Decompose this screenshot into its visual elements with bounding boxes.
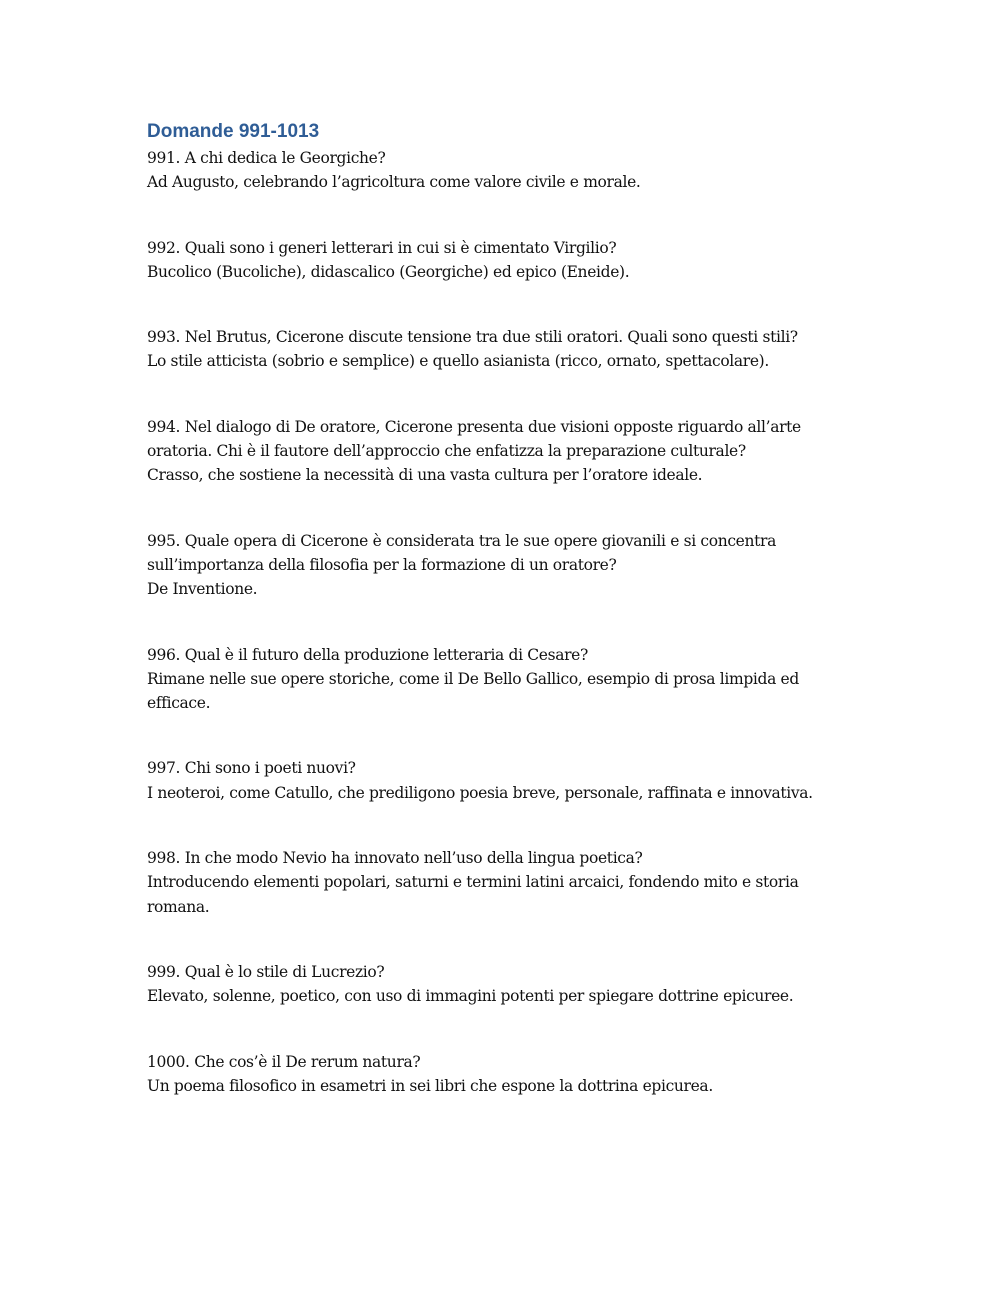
answer-text: Ad Augusto, celebrando l’agricoltura come valore civile e morale. xyxy=(147,173,641,192)
question-text: 995. Quale opera di Cicerone è considerata tra le sue opere giovanili e si concentra sull’importanza della filosofia per la formazione di un oratore? xyxy=(147,531,776,574)
answer-text: Elevato, solenne, poetico, con uso di immagini potenti per spiegare dottrine epicuree. xyxy=(147,987,794,1006)
question-text: 1000. Che cos’è il De rerum natura? xyxy=(147,1052,421,1071)
qa-item-993 xyxy=(147,325,847,374)
question-text: 993. Nel Brutus, Cicerone discute tensione tra due stili oratori. Quali sono questi stili? xyxy=(147,328,798,347)
qa-item-999 xyxy=(147,960,847,1009)
qa-item-1000 xyxy=(147,1050,847,1099)
question-text: 991. A chi dedica le Georgiche? xyxy=(147,149,386,167)
answer-text: Crasso, che sostiene la necessità di una vasta cultura per l’oratore ideale. xyxy=(147,466,703,485)
qa-item-994 xyxy=(147,415,847,488)
qa-list xyxy=(147,146,847,1098)
question-text: 994. Nel dialogo di De oratore, Cicerone presenta due visioni opposte riguardo all’arte oratoria. Chi è il fautore dell’approccio che enfatizza la preparazione culturale? xyxy=(147,417,801,461)
question-text: 998. In che modo Nevio ha innovato nell’uso della lingua poetica? xyxy=(147,849,643,868)
qa-item-991 xyxy=(147,146,847,195)
question-text: 999. Qual è lo stile di Lucrezio? xyxy=(147,962,385,981)
document-title: Domande 991-1013 xyxy=(147,121,320,142)
qa-item-997 xyxy=(147,756,847,805)
answer-text: I neoteroi, come Catullo, che prediligono poesia breve, personale, raffinata e innovativa. xyxy=(147,783,813,802)
answer-text: Lo stile atticista (sobrio e semplice) e quello asianista (ricco, ornato, spettacolare). xyxy=(147,352,769,371)
answer-text: Un poema filosofico in esametri in sei libri che espone la dottrina epicurea. xyxy=(147,1076,713,1095)
question-text: 997. Chi sono i poeti nuovi? xyxy=(147,759,356,778)
answer-text: Introducendo elementi popolari, saturni e termini latini arcaici, fondendo mito e storia romana. xyxy=(147,873,799,916)
qa-item-998 xyxy=(147,846,847,919)
qa-item-992 xyxy=(147,236,847,285)
answer-text: Rimane nelle sue opere storiche, come il De Bello Gallico, esempio di prosa limpida ed efficace. xyxy=(147,669,799,713)
question-text: 996. Qual è il futuro della produzione letteraria di Cesare? xyxy=(147,645,588,664)
qa-item-996 xyxy=(147,643,847,716)
answer-text: De Inventione. xyxy=(147,580,258,599)
document-page xyxy=(147,118,847,1139)
question-text: 992. Quali sono i generi letterari in cui si è cimentato Virgilio? xyxy=(147,238,617,257)
answer-text: Bucolico (Bucoliche), didascalico (Georgiche) ed epico (Eneide). xyxy=(147,262,630,281)
qa-item-995 xyxy=(147,529,847,602)
